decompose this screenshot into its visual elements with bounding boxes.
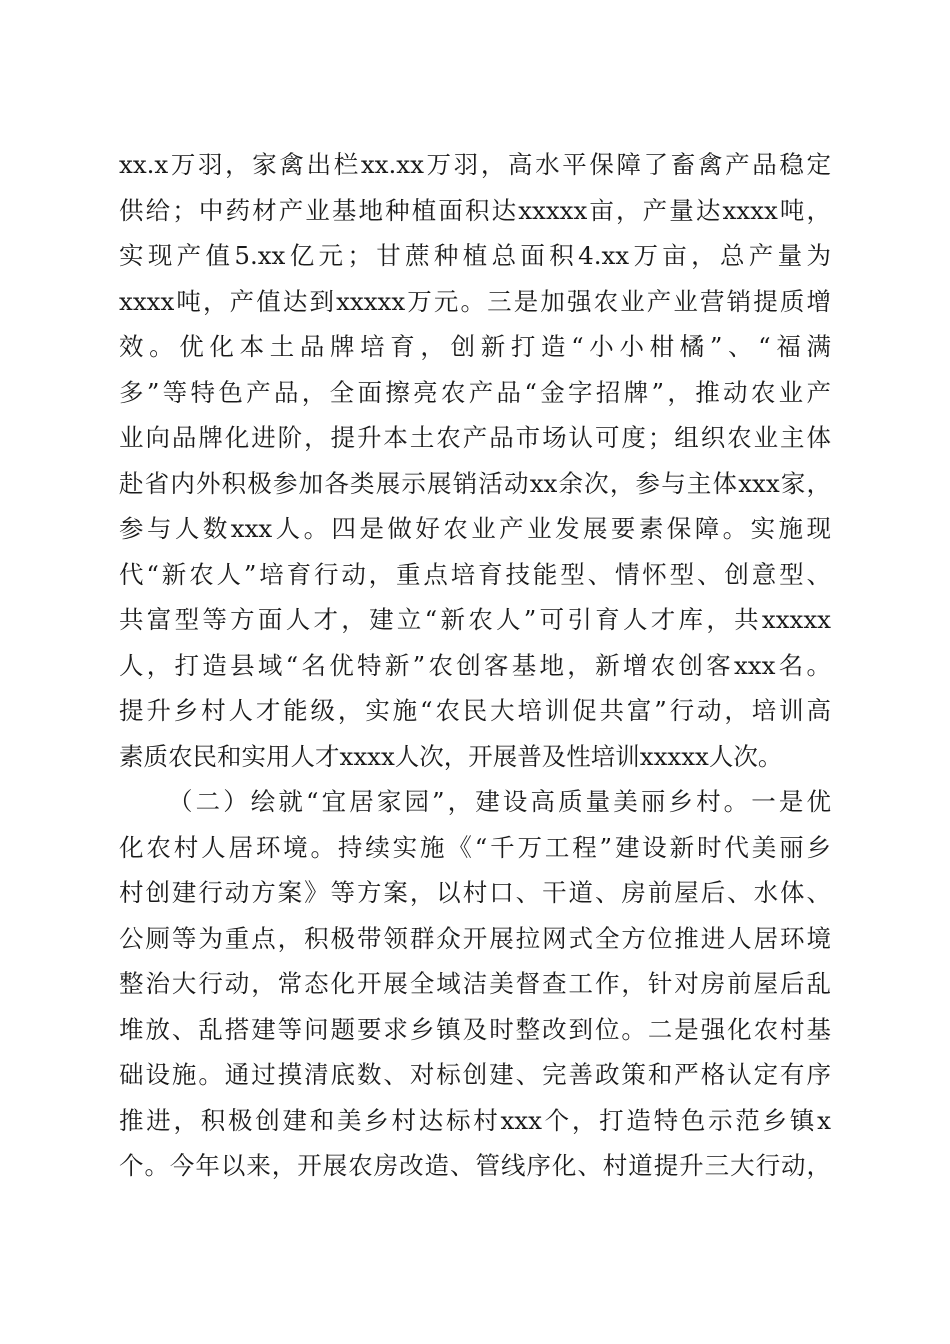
text-line: 个。今年以来，开展农房改造、管线序化、村道提升三大行动， — [119, 1151, 831, 1180]
text-line: 共富型等方面人才，建立“新农人”可引育人才库，共xxxxx — [119, 605, 831, 634]
section-heading-line: （二）绘就“宜居家园”，建设高质量美丽乡村。一是优 — [168, 787, 831, 816]
text-line: 效。优化本土品牌培育，创新打造“小小柑橘”、“福满 — [119, 332, 831, 361]
text-line: 村创建行动方案》等方案，以村口、干道、房前屋后、水体、 — [119, 878, 831, 907]
text-line: 参与人数xxx人。四是做好农业产业发展要素保障。实施现 — [119, 514, 831, 543]
paragraph-end-line: 素质农民和实用人才xxxx人次，开展普及性培训xxxxx人次。 — [119, 741, 783, 771]
text-line: 实现产值5.xx亿元；甘蔗种植总面积4.xx万亩，总产量为 — [119, 241, 831, 270]
text-line: xxxx吨，产值达到xxxxx万元。三是加强农业产业营销提质增 — [119, 286, 831, 316]
text-line: 赴省内外积极参加各类展示展销活动xx余次，参与主体xxx家， — [119, 468, 831, 498]
text-line: 推进，积极创建和美乡村达标村xxx个，打造特色示范乡镇x — [119, 1105, 831, 1135]
text-line: xx.x万羽，家禽出栏xx.xx万羽，高水平保障了畜禽产品稳定 — [119, 150, 831, 179]
text-line: 代“新农人”培育行动，重点培育技能型、情怀型、创意型、 — [119, 559, 831, 589]
text-line: 整治大行动，常态化开展全域洁美督查工作，针对房前屋后乱 — [119, 969, 831, 998]
text-line: 堆放、乱搭建等问题要求乡镇及时整改到位。二是强化农村基 — [119, 1014, 831, 1044]
text-line: 础设施。通过摸清底数、对标创建、完善政策和严格认定有序 — [119, 1060, 831, 1089]
text-line: 公厕等为重点，积极带领群众开展拉网式全方位推进人居环境 — [119, 923, 831, 953]
body-text — [119, 142, 831, 1189]
text-line: 供给；中药材产业基地种植面积达xxxxx亩，产量达xxxx吨， — [119, 195, 831, 225]
text-line: 化农村人居环境。持续实施《“千万工程”建设新时代美丽乡 — [119, 832, 831, 862]
text-line: 人，打造县域“名优特新”农创客基地，新增农创客xxx名。 — [119, 650, 831, 680]
text-line: 多”等特色产品，全面擦亮农产品“金字招牌”，推动农业产 — [119, 377, 831, 407]
text-line: 业向品牌化进阶，提升本土农产品市场认可度；组织农业主体 — [119, 423, 831, 452]
text-line: 提升乡村人才能级，实施“农民大培训促共富”行动，培训高 — [119, 696, 831, 725]
